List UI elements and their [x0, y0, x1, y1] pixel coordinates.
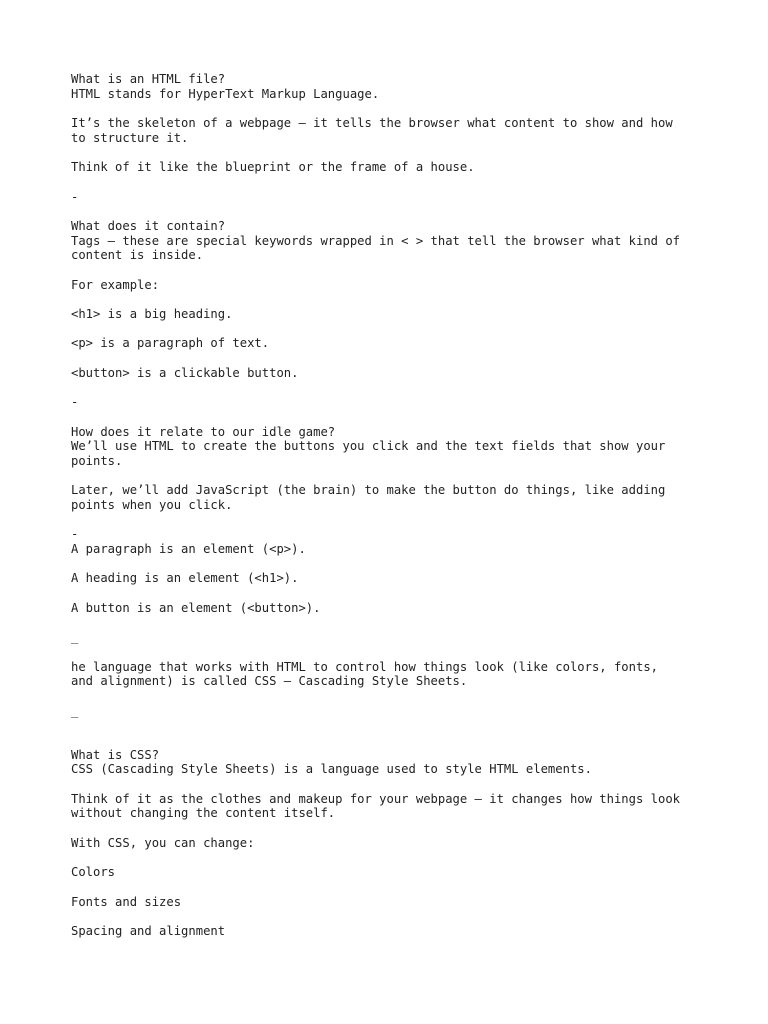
- blank-line: [71, 880, 731, 895]
- blank-line: [71, 718, 731, 733]
- text-line: without changing the content itself.: [71, 806, 336, 821]
- blank-line: [71, 410, 731, 425]
- blank-line: [71, 777, 731, 792]
- blank-line: [71, 380, 731, 395]
- blank-line: [71, 689, 731, 704]
- separator-underscore: _: [71, 703, 79, 718]
- text-line: Colors: [71, 865, 116, 880]
- blank-line: [71, 821, 731, 836]
- blank-line: [71, 586, 731, 601]
- text-line: It’s the skeleton of a webpage — it tells the browser what content to show and how: [71, 116, 673, 131]
- blank-line: [71, 557, 731, 572]
- text-line: We’ll use HTML to create the buttons you click and the text fields that show your: [71, 439, 666, 454]
- blank-line: [71, 145, 731, 160]
- text-line: What is CSS?: [71, 747, 160, 762]
- blank-line: [71, 263, 731, 278]
- text-line: With CSS, you can change:: [71, 835, 255, 850]
- text-line: CSS (Cascading Style Sheets) is a language used to style HTML elements.: [71, 762, 592, 777]
- text-line: Tags — these are special keywords wrapped in < > that tell the browser what kind of: [71, 233, 681, 248]
- text-line: points.: [71, 453, 123, 468]
- blank-line: [71, 909, 731, 924]
- text-line: Fonts and sizes: [71, 894, 182, 909]
- blank-line: [71, 733, 731, 748]
- separator-dash: -: [71, 189, 79, 204]
- text-line: A button is an element (<button>).: [71, 600, 321, 615]
- text-line: HTML stands for HyperText Markup Language.: [71, 86, 380, 101]
- document-body: [71, 72, 731, 939]
- blank-line: [71, 850, 731, 865]
- text-line: A heading is an element (<h1>).: [71, 571, 299, 586]
- text-line: How does it relate to our idle game?: [71, 424, 336, 439]
- blank-line: [71, 469, 731, 484]
- text-line: and alignment) is called CSS — Cascading Style Sheets.: [71, 674, 468, 689]
- blank-line: [71, 175, 731, 190]
- separator-underscore: _: [71, 630, 79, 645]
- text-line: What is an HTML file?: [71, 72, 226, 86]
- text-line: points when you click.: [71, 497, 233, 512]
- text-line: <p> is a paragraph of text.: [71, 336, 270, 351]
- text-line: to structure it.: [71, 130, 189, 145]
- blank-line: [71, 322, 731, 337]
- text-line: Think of it like the blueprint or the frame of a house.: [71, 160, 475, 175]
- separator-dash: -: [71, 395, 79, 410]
- blank-line: [71, 513, 731, 528]
- blank-line: [71, 351, 731, 366]
- text-line: he language that works with HTML to control how things look (like colors, fonts,: [71, 659, 658, 674]
- text-line: <h1> is a big heading.: [71, 307, 233, 321]
- text-line: content is inside.: [71, 248, 204, 263]
- blank-line: [71, 101, 731, 116]
- text-line: <button> is a clickable button.: [71, 365, 299, 380]
- blank-line: [71, 645, 731, 660]
- text-line: Spacing and alignment: [71, 923, 226, 938]
- separator-dash: -: [71, 527, 79, 542]
- text-line: For example:: [71, 277, 160, 292]
- blank-line: [71, 615, 731, 630]
- text-line: Think of it as the clothes and makeup for your webpage — it changes how things look: [71, 791, 681, 806]
- blank-line: [71, 204, 731, 219]
- text-line: Later, we’ll add JavaScript (the brain) to make the button do things, like adding: [71, 483, 666, 498]
- text-line: A paragraph is an element (<p>).: [71, 542, 306, 556]
- blank-line: [71, 292, 731, 307]
- text-line: What does it contain?: [71, 218, 226, 233]
